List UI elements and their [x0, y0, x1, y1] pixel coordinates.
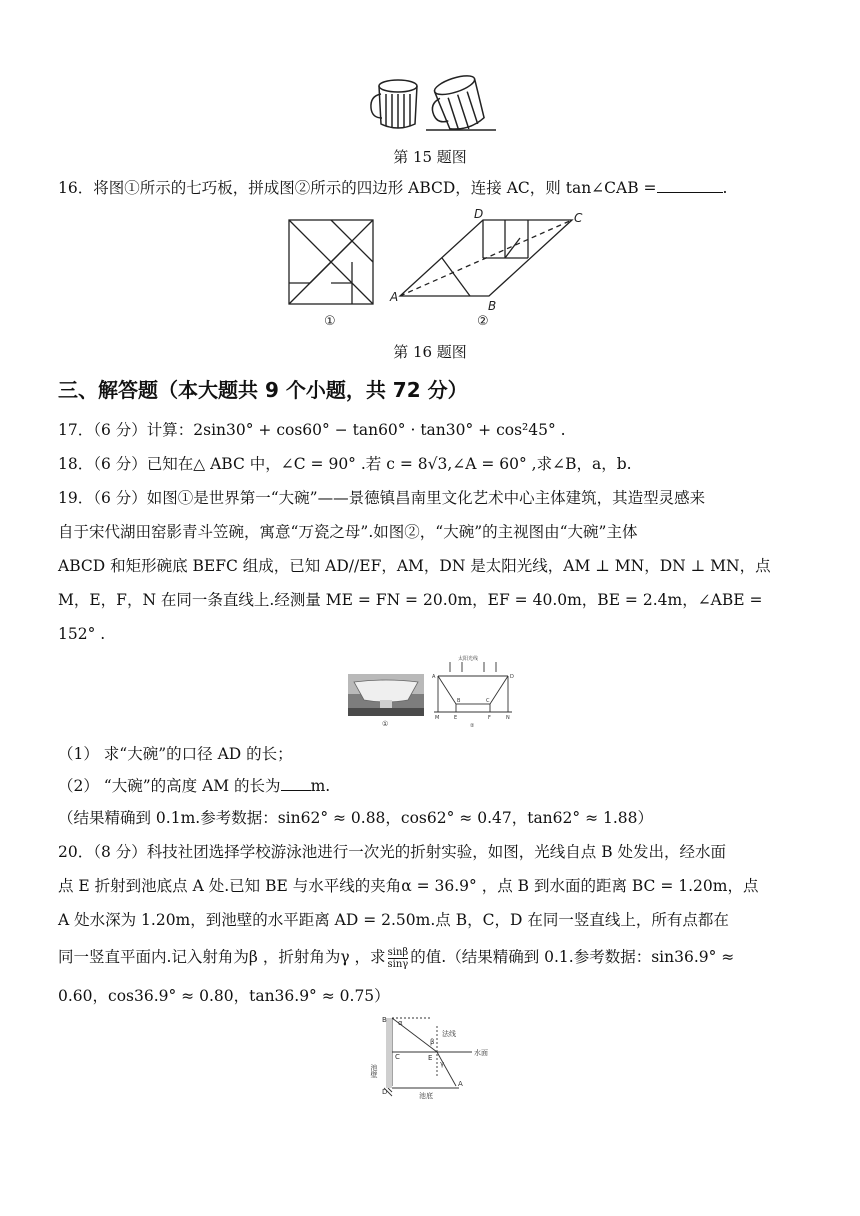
fig20-beta: β: [430, 1038, 435, 1046]
answer-blank-am[interactable]: [281, 776, 311, 791]
fig20-A: A: [458, 1080, 463, 1088]
diagram-E: E: [454, 715, 458, 721]
question-20-line-4-a: 同一竖直平面内.记入射角为β ，折射角为γ ，求: [58, 948, 386, 966]
fig20-water: 水面: [474, 1049, 488, 1057]
label-fig2: ②: [477, 314, 489, 329]
question-16: [58, 177, 727, 199]
question-16-end: .: [722, 179, 728, 197]
fig20-wall: 池壁: [370, 1064, 378, 1078]
fraction: [388, 947, 409, 970]
question-20-line-1: 20．（8 分）科技社团选择学校游泳池进行一次光的折射实验，如图，光线自点 B 处发出，经水面: [58, 843, 727, 861]
question-20-line-5: 0.60，cos36.9° ≈ 0.80，tan36.9° ≈ 0.75）: [58, 987, 390, 1005]
question-20-line-4-b: 的值.（结果精确到 0.1.参考数据：sin36.9° ≈: [410, 948, 735, 966]
figure-15-caption: 第 15 题图: [393, 148, 467, 166]
question-17: 17．（6 分）计算：2sin30° + cos60° − tan60° · tan30° + cos²45° .: [58, 421, 566, 439]
fraction-numerator: sinβ: [387, 946, 409, 958]
diagram-B: B: [457, 698, 461, 704]
label-D: D: [474, 208, 484, 221]
fraction-denominator: sinγ: [387, 958, 409, 970]
diagram-F: F: [488, 715, 491, 721]
fig20-C: C: [395, 1053, 400, 1061]
diagram-A: A: [432, 674, 436, 680]
figure-16-caption: 第 16 题图: [393, 343, 467, 361]
question-19-note: （结果精确到 0.1m.参考数据：sin62° ≈ 0.88，cos62° ≈ 0.47，tan62° ≈ 1.88）: [58, 809, 653, 827]
question-20-line-3: A 处水深为 1.20m，到池壁的水平距离 AD = 2.50m.点 B，C，D 在同一竖直线上，所有点都在: [58, 911, 729, 929]
question-19-part-2-unit: m.: [310, 777, 331, 795]
label-B: B: [488, 299, 497, 313]
question-19-part-2: [58, 775, 330, 797]
diagram-M: M: [435, 715, 440, 721]
question-20-line-4: [58, 946, 734, 970]
question-19-part-2-text: （2） “大碗”的高度 AM 的长为: [58, 777, 281, 795]
fig20-D: D: [382, 1088, 388, 1096]
figure-16-tangram: [280, 208, 590, 332]
question-16-text: 16．将图①所示的七巧板，拼成图②所示的四边形 ABCD，连接 AC，则 tan∠CAB =: [58, 179, 657, 197]
diagram-D: D: [510, 674, 514, 680]
fig20-E: E: [428, 1054, 433, 1062]
section-heading: 三、解答题（本大题共 9 个小题，共 72 分）: [58, 378, 468, 402]
fig20-B: B: [382, 1016, 387, 1024]
question-19-line-2: 自于宋代湖田窑影青斗笠碗，寓意“万瓷之母”.如图②，“大碗”的主视图由“大碗”主体: [58, 523, 638, 541]
photo-label: ①: [382, 720, 389, 728]
label-C: C: [574, 211, 583, 225]
question-19-line-1: 19．（6 分）如图①是世界第一“大碗”——景德镇昌南里文化艺术中心主体建筑，其造型灵感来: [58, 489, 706, 507]
figure-20-refraction: [364, 1014, 514, 1102]
question-19-line-3: ABCD 和矩形碗底 BEFC 组成，已知 AD//EF，AM，DN 是太阳光线，AM ⊥ MN，DN ⊥ MN，点: [58, 557, 771, 575]
question-19-line-4: M，E，F，N 在同一条直线上.经测量 ME = FN = 20.0m，EF = 40.0m，BE = 2.4m，∠ABE =: [58, 591, 763, 609]
question-19-part-1: （1） 求“大碗”的口径 AD 的长；: [58, 745, 293, 763]
question-18: 18．（6 分）已知在△ ABC 中，∠C = 90° .若 c = 8√3,∠A = 60° ,求∠B，a，b.: [58, 455, 632, 473]
fig20-alpha: α: [398, 1019, 403, 1027]
label-fig1: ①: [324, 314, 336, 329]
diagram-C: C: [486, 698, 490, 704]
question-19-line-5: 152° .: [58, 625, 106, 643]
diagram-label: ②: [470, 723, 475, 729]
answer-blank[interactable]: [657, 178, 723, 193]
question-20-line-2: 点 E 折射到池底点 A 处.已知 BE 与水平线的夹角α = 36.9° ，点 B 到水面的距离 BC = 1.20m，点: [58, 877, 759, 895]
fig20-gamma: γ: [440, 1060, 445, 1068]
label-A: A: [390, 290, 399, 304]
sun-rays-label: 太阳光线: [458, 656, 479, 662]
fig20-bottom: 池底: [419, 1092, 433, 1100]
figure-19: [346, 654, 518, 734]
diagram-N: N: [506, 715, 510, 721]
figure-15-cups: [362, 72, 502, 136]
fig20-normal: 法线: [442, 1030, 456, 1038]
